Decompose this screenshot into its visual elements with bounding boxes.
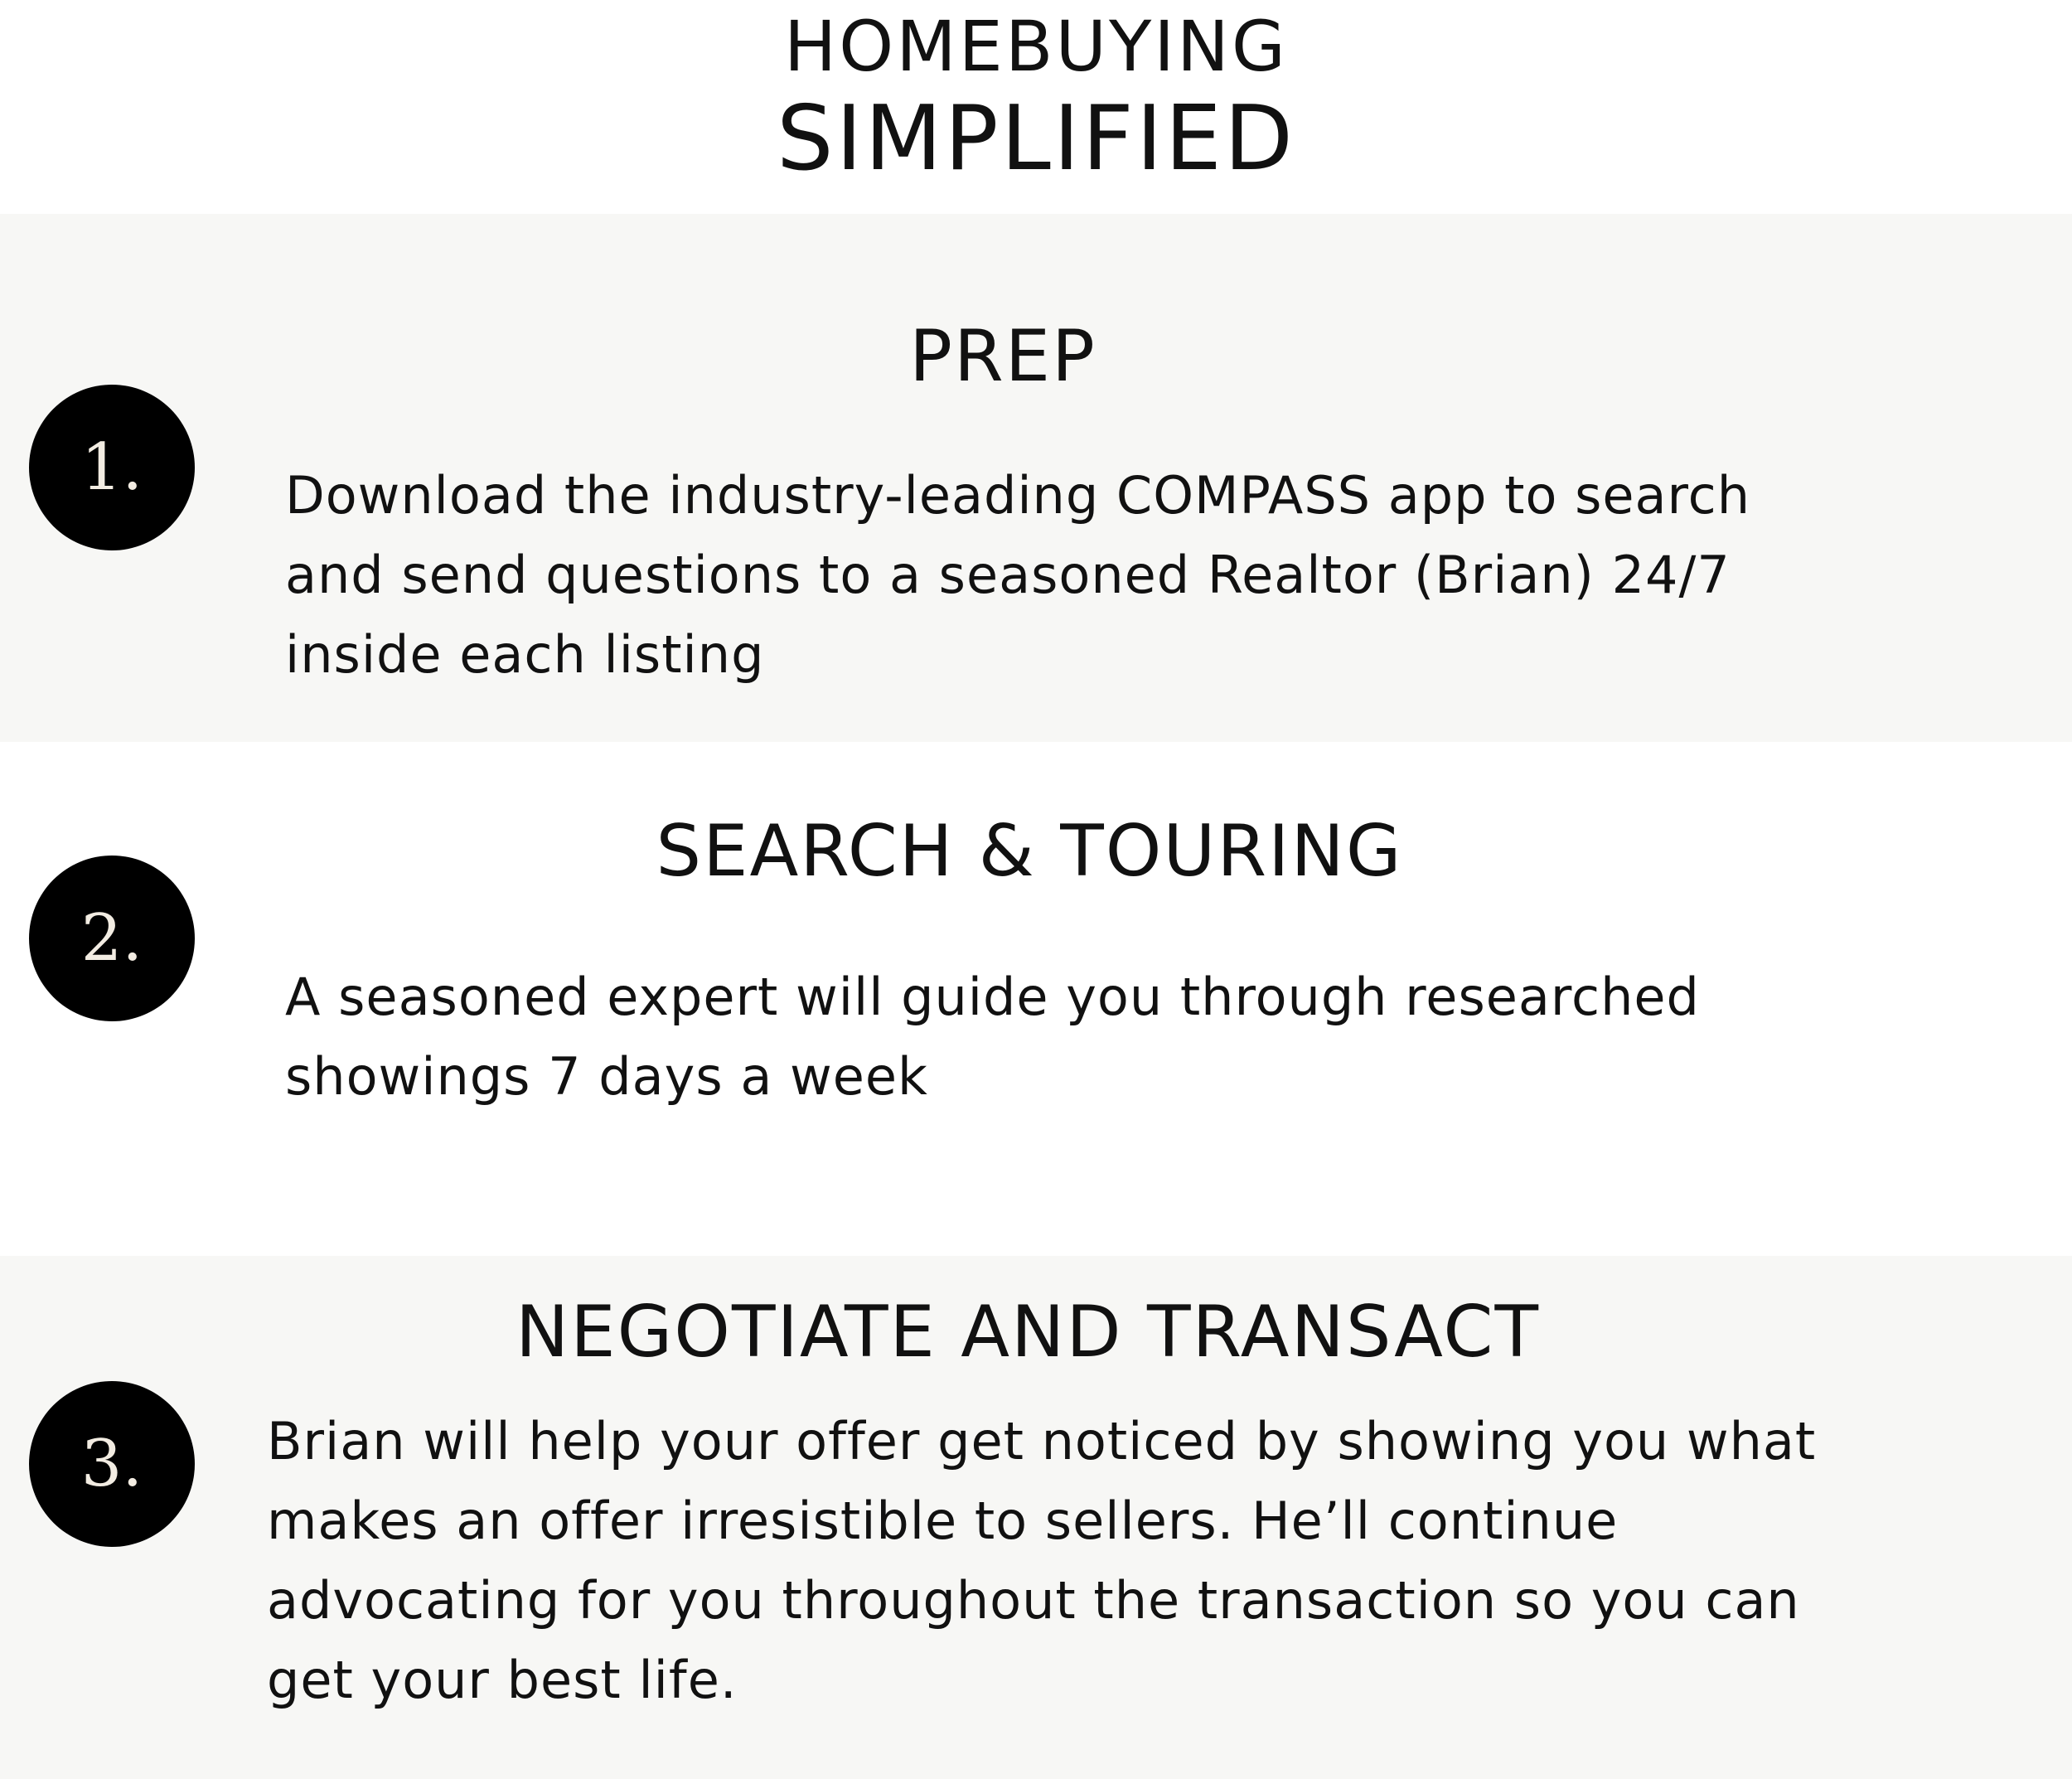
step-number-badge: 2.	[29, 856, 195, 1021]
page-title-line-2: SIMPLIFIED	[776, 87, 1296, 191]
step-description-line: and send questions to a seasoned Realtor (Brian) 24/7	[285, 545, 1731, 605]
step-description-line: inside each listing	[285, 624, 765, 685]
step-number-badge: 3.	[29, 1381, 195, 1547]
step-description	[267, 1402, 1816, 1720]
step-description-line: showings 7 days a week	[285, 1046, 928, 1107]
page-title-line-1: HOMEBUYING	[784, 6, 1288, 87]
step-title: SEARCH & TOURING	[656, 810, 1403, 893]
step-title: PREP	[909, 315, 1097, 398]
step-description-line: Brian will help your offer get noticed by showing you what	[267, 1411, 1817, 1471]
step-description	[285, 456, 1750, 695]
step-description-line: makes an offer irresistible to sellers. He’ll continue	[267, 1491, 1619, 1551]
step-description-line: A seasoned expert will guide you through researched	[285, 967, 1700, 1027]
step-description	[285, 957, 1700, 1117]
step-description-line: get your best life.	[267, 1650, 738, 1710]
page-header	[0, 0, 2072, 214]
step-description-line: advocating for you throughout the transaction so you can	[267, 1570, 1800, 1631]
step-prep	[0, 214, 2072, 742]
step-title: NEGOTIATE AND TRANSACT	[515, 1291, 1541, 1374]
step-number-badge: 1.	[29, 385, 195, 550]
step-description-line: Download the industry-leading COMPASS app to search	[285, 465, 1751, 526]
step-search-touring	[0, 742, 2072, 1256]
step-negotiate-transact	[0, 1256, 2072, 1779]
